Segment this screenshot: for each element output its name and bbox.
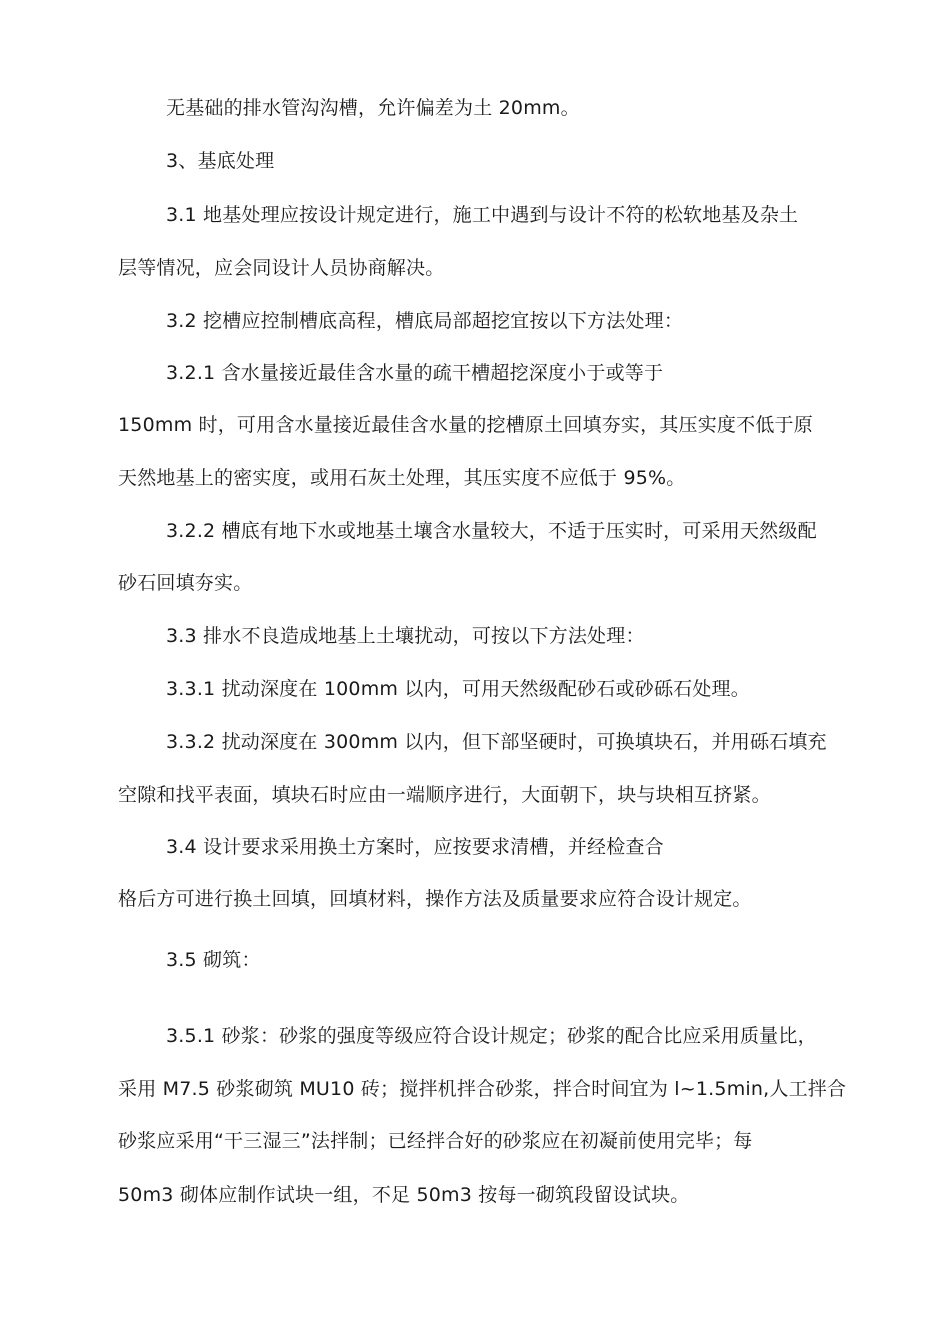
- text-line: 3.3 排水不良造成地基上土壤扰动，可按以下方法处理：: [166, 625, 645, 647]
- text-line: 层等情况，应会同设计人员协商解决。: [118, 257, 445, 279]
- text-line: 空隙和找平表面，填块石时应由一端顺序进行，大面朝下，块与块相互挤紧。: [118, 784, 771, 806]
- text-line: 格后方可进行换土回填，回填材料，操作方法及质量要求应符合设计规定。: [118, 888, 752, 910]
- text-line: 150mm 时，可用含水量接近最佳含水量的挖槽原土回填夯实，其压实度不低于原: [118, 414, 813, 436]
- section-heading: 3.5 砌筑：: [166, 949, 261, 971]
- text-line: 无基础的排水管沟沟槽，允许偏差为土 20mm。: [166, 97, 580, 119]
- text-line: 3.3.2 扰动深度在 300mm 以内，但下部坚硬时，可换填块石，并用砾石填充: [166, 731, 827, 753]
- section-heading: 3、基底处理: [166, 150, 275, 172]
- text-line: 3.3.1 扰动深度在 100mm 以内，可用天然级配砂石或砂砾石处理。: [166, 678, 750, 700]
- text-line: 砂石回填夯实。: [118, 572, 253, 594]
- text-line: 3.5.1 砂浆：砂浆的强度等级应符合设计规定；砂浆的配合比应采用质量比，: [166, 1025, 817, 1047]
- text-line: 50m3 砌体应制作试块一组，不足 50m3 按每一砌筑段留设试块。: [118, 1184, 690, 1206]
- text-line: 3.1 地基处理应按设计规定进行，施工中遇到与设计不符的松软地基及杂土: [166, 204, 799, 226]
- text-line: 采用 M7.5 砂浆砌筑 MU10 砖；搅拌机拌合砂浆，拌合时间宜为 l~1.5min,人工拌合: [118, 1078, 847, 1100]
- text-line: 3.2 挖槽应控制槽底高程，槽底局部超挖宜按以下方法处理：: [166, 310, 684, 332]
- text-line: 3.2.1 含水量接近最佳含水量的疏干槽超挖深度小于或等于: [166, 362, 664, 384]
- text-line: 天然地基上的密实度，或用石灰土处理，其压实度不应低于 95%。: [118, 467, 686, 489]
- text-line: 砂浆应采用“干三湿三”法拌制；已经拌合好的砂浆应在初凝前使用完毕；每: [118, 1130, 753, 1152]
- text-line: 3.4 设计要求采用换土方案时，应按要求清槽，并经检查合: [166, 836, 664, 858]
- text-line: 3.2.2 槽底有地下水或地基土壤含水量较大，不适于压实时，可采用天然级配: [166, 520, 817, 542]
